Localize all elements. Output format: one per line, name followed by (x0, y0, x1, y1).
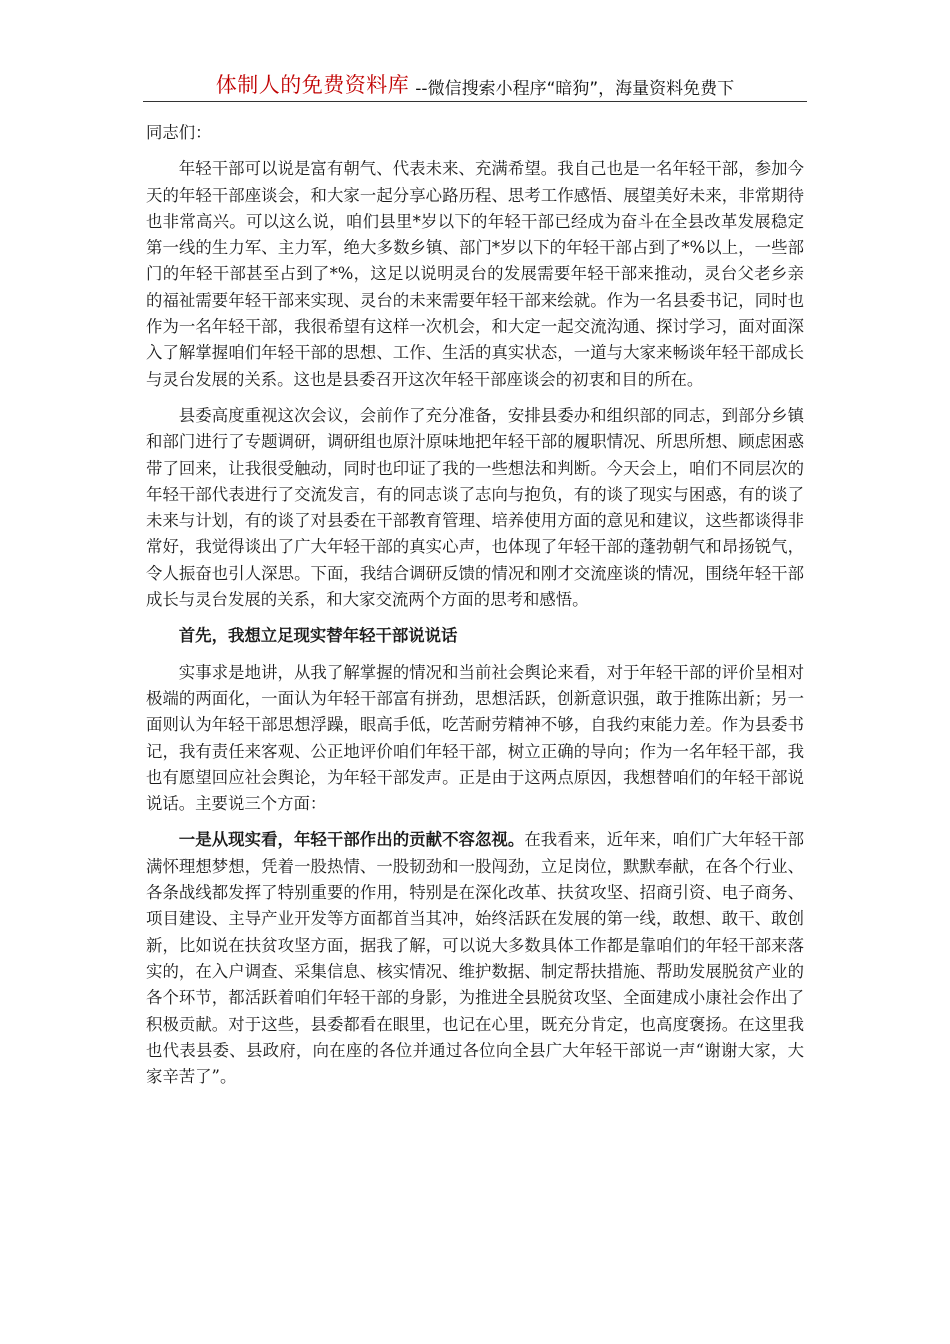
header-tagline: --微信搜索小程序“暗狗”，海量资料免费下 (415, 79, 735, 99)
page-header (143, 70, 807, 102)
paragraph-4-text: 在我看来，近年来，咱们广大年轻干部满怀理想梦想，凭着一股热情、一股韧劲和一股闯劲，立足岗位，默默奉献，在各个行业、各条战线都发挥了特别重要的作用，特别是在深化改革、扶贫攻坚、招商引资、电子商务、项目建设、主导产业开发等方面都首当其冲，始终活跃在发展的第一线，敢想、敢干、敢创新，比如说在扶贫攻坚方面，据我了解，可以说大多数具体工作都是靠咱们的年轻干部来落实的，在入户调查、采集信息、核实情况、维护数据、制定帮扶措施、帮助发展脱贫产业的各个环节，都活跃着咱们年轻干部的身影，为推进全县脱贫攻坚、全面建成小康社会作出了积极贡献。对于这些，县委都看在眼里，也记在心里，既充分肯定，也高度褒扬。在这里我也代表县委、县政府，向在座的各位并通过各位向全县广大年轻干部说一声“谢谢大家，大家辛苦了”。 (146, 830, 805, 1087)
section-heading: 首先，我想立足现实替年轻干部说说话 (178, 626, 458, 646)
header-brand: 体制人的免费资料库 (215, 73, 410, 97)
paragraph-4 (146, 827, 804, 1090)
paragraph-3: 实事求是地讲，从我了解掌握的情况和当前社会舆论来看，对于年轻干部的评价呈相对极端的两面化，一面认为年轻干部富有拼劲，思想活跃，创新意识强，敢于推陈出新；另一面则认为年轻干部思想浮躁，眼高手低，吃苦耐劳精神不够，自我约束能力差。作为县委书记，我有责任来客观、公正地评价咱们年轻干部，树立正确的导向；作为一名年轻干部，我也有愿望回应社会舆论，为年轻干部发声。正是由于这两点原因，我想替咱们的年轻干部说说话。主要说三个方面： (146, 662, 804, 814)
document-body (146, 120, 804, 1100)
salutation: 同志们： (146, 123, 212, 142)
paragraph-4-lead: 一是从现实看，年轻干部作出的贡献不容忽视。 (178, 830, 525, 850)
paragraph-2: 县委高度重视这次会议，会前作了充分准备，安排县委办和组织部的同志，到部分乡镇和部门进行了专题调研，调研组也原汁原味地把年轻干部的履职情况、所思所想、顾虑困惑带了回来，让我很受触动，同时也印证了我的一些想法和判断。今天会上，咱们不同层次的年轻干部代表进行了交流发言，有的同志谈了志向与抱负，有的谈了现实与困惑，有的谈了未来与计划，有的谈了对县委在干部教育管理、培养使用方面的意见和建议，这些都谈得非常好，我觉得谈出了广大年轻干部的真实心声，也体现了年轻干部的蓬勃朝气和昂扬锐气，令人振奋也引人深思。下面，我结合调研反馈的情况和刚才交流座谈的情况，围绕年轻干部成长与灵台发展的关系，和大家交流两个方面的思考和感悟。 (146, 405, 804, 610)
paragraph-1: 年轻干部可以说是富有朝气、代表未来、充满希望。我自己也是一名年轻干部，参加今天的年轻干部座谈会，和大家一起分享心路历程、思考工作感悟、展望美好未来，非常期待也非常高兴。可以这么说，咱们县里*岁以下的年轻干部已经成为奋斗在全县改革发展稳定第一线的生力军、主力军，绝大多数乡镇、部门*岁以下的年轻干部占到了*%以上，一些部门的年轻干部甚至占到了*%，这足以说明灵台的发展需要年轻干部来推动，灵台父老乡亲的福祉需要年轻干部来实现、灵台的未来需要年轻干部来绘就。作为一名县委书记，同时也作为一名年轻干部，我很希望有这样一次机会，和大定一起交流沟通、探讨学习，面对面深入了解掌握咱们年轻干部的思想、工作、生活的真实状态，一道与大家来畅谈年轻干部成长与灵台发展的关系。这也是县委召开这次年轻干部座谈会的初衷和目的所在。 (146, 159, 804, 389)
